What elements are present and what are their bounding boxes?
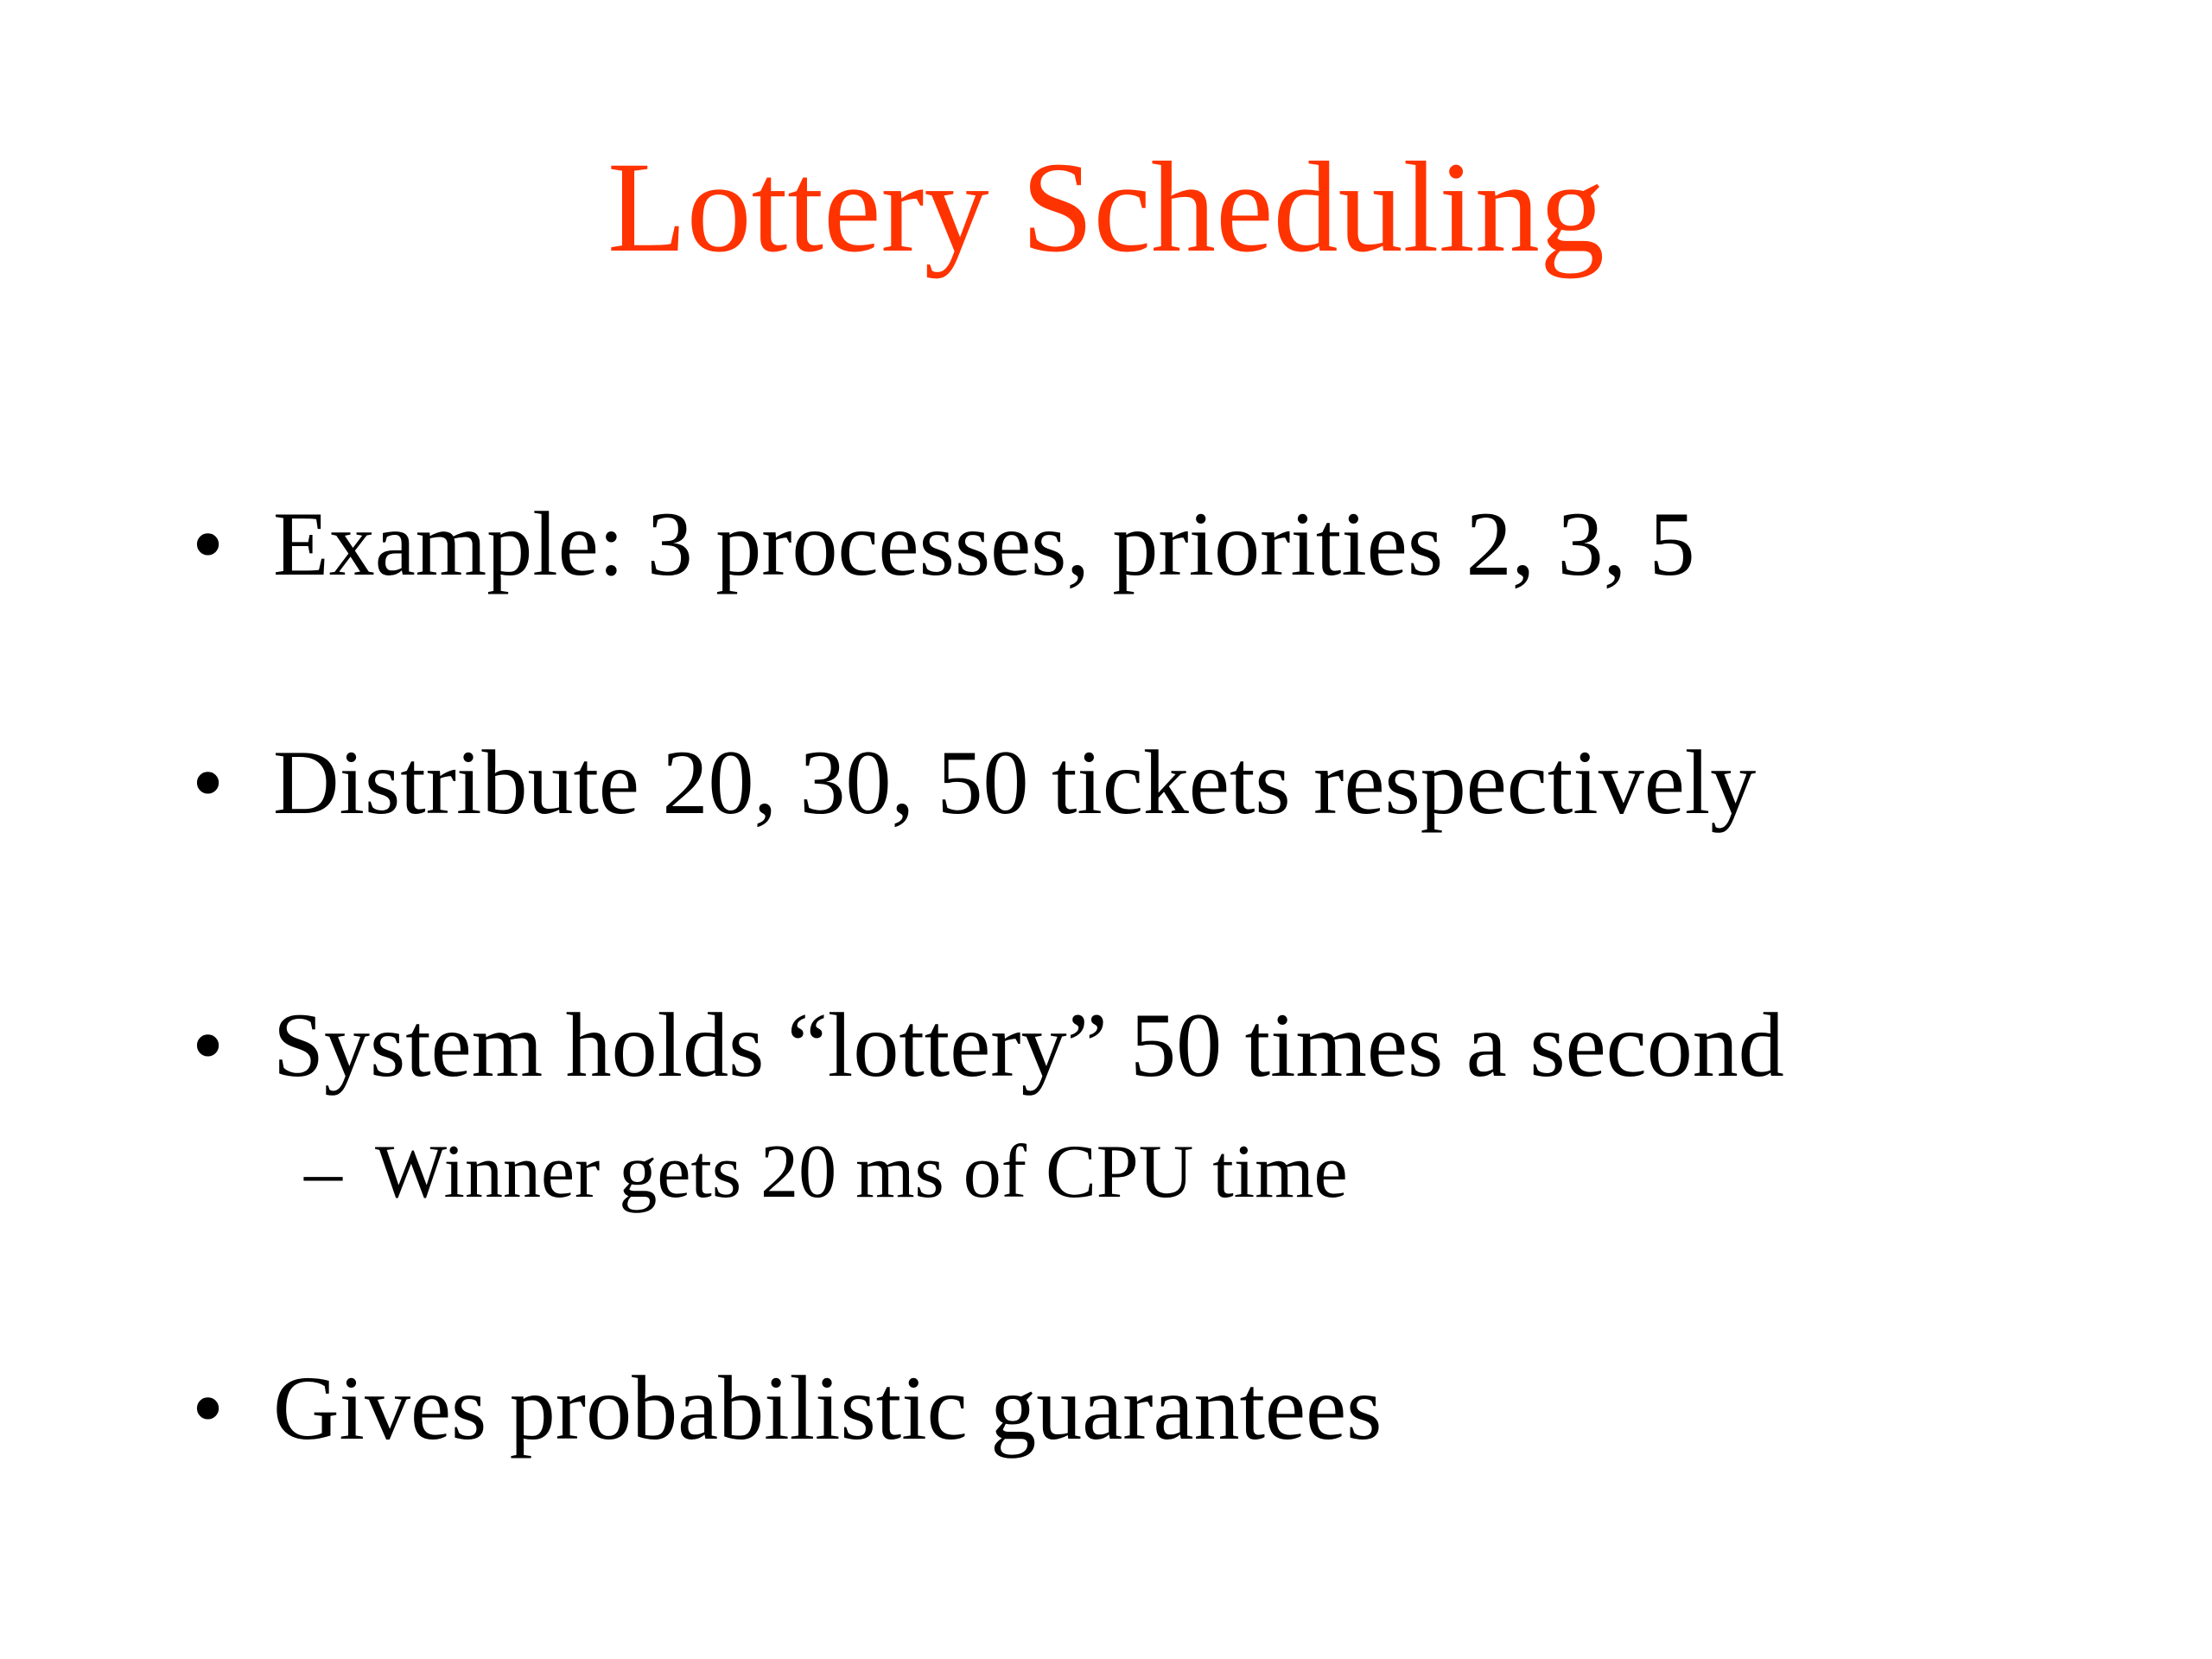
sub-bullet-text: Winner gets 20 ms of CPU time [375, 1130, 1348, 1214]
slide-title: Lottery Scheduling [607, 136, 1605, 279]
bullet-text: Example: 3 processes, priorities 2, 3, 5 [273, 493, 1695, 594]
bullet-text: System holds “lottery” 50 times a second [273, 995, 1784, 1096]
sub-bullet-marker: – [304, 1130, 342, 1214]
bullet-text: Distribute 20, 30, 50 tickets respectively [273, 732, 1757, 833]
bullet-marker: • [192, 995, 225, 1096]
bullet-marker: • [192, 1357, 225, 1459]
bullet-text: Gives probabilistic guarantees [273, 1357, 1382, 1459]
bullet-marker: • [192, 493, 225, 594]
bullet-marker: • [192, 732, 225, 833]
